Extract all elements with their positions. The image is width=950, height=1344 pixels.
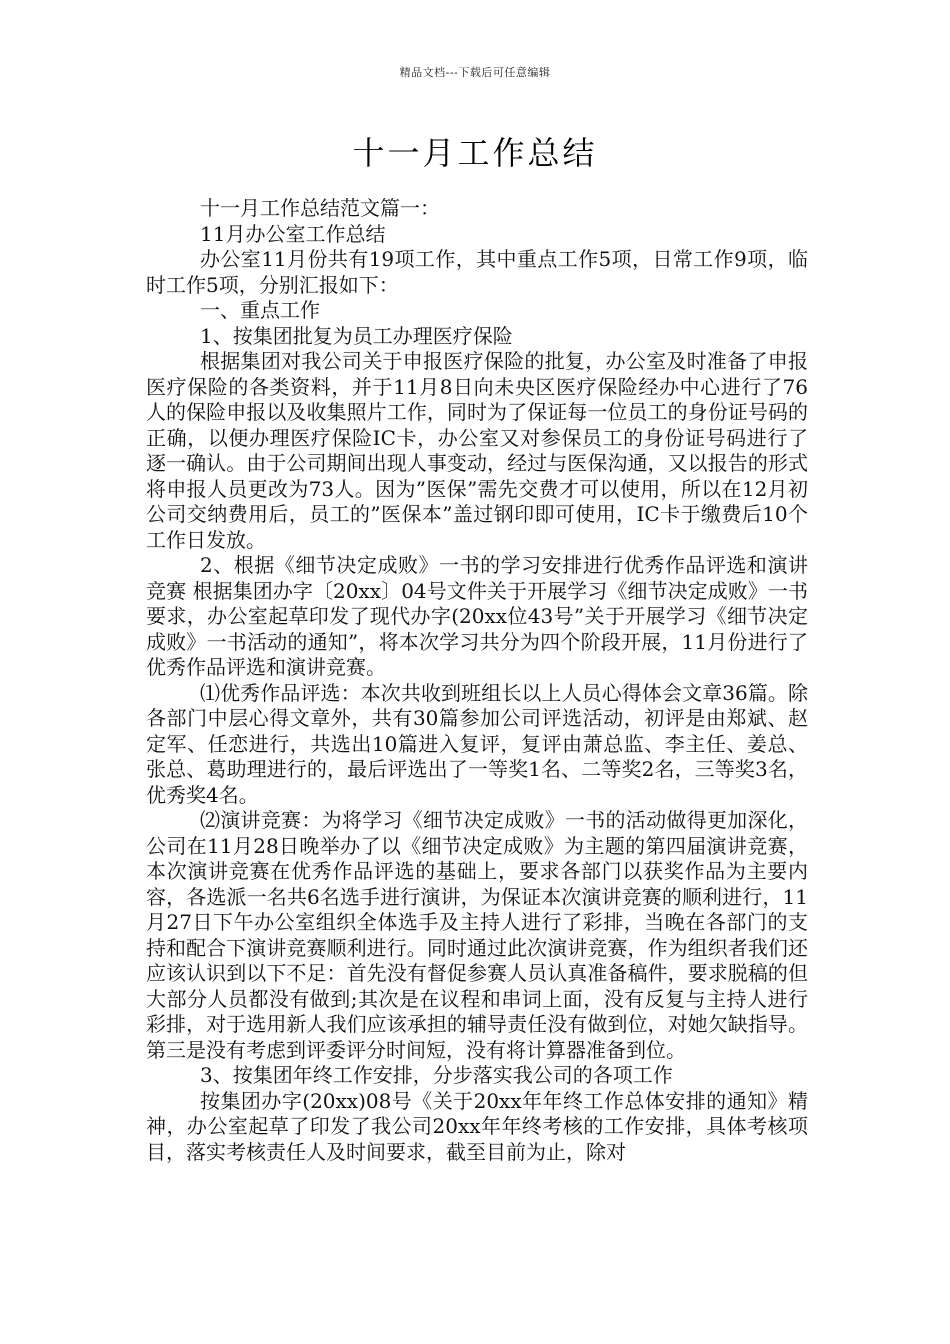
- paragraph-subtitle: 11月办公室工作总结: [200, 221, 386, 246]
- paragraph-item-3-body: 按集团办字(20xx)08号《关于20xx年年终工作总体安排的通知》精神，办公室起草了印发了我公司20xx年年终考核的工作安排，具体考核项目，落实考核责任人及时间要求，截至目前为止，除对: [146, 1088, 808, 1164]
- paragraph-item-1-body: 根据集团对我公司关于申报医疗保险的批复，办公室及时准备了申报医疗保险的各类资料，并于11月8日向未央区医疗保险经办中心进行了76人的保险申报以及收集照片工作，同时为了保证每一位员工的身份证号码的正确，以便办理医疗保险IC卡，办公室又对参保员工的身份证号码进行了逐一确认。由于公司期间出现人事变动，经过与医保沟通，又以报告的形式将申报人员更改为73人。因为”医保”需先交费才可以使用，所以在12月初公司交纳费用后，员工的”医保本”盖过钢印即可使用，IC卡于缴费后10个工作日发放。: [146, 349, 808, 552]
- document-body: [146, 196, 808, 1165]
- paragraph-overview: 办公室11月份共有19项工作，其中重点工作5项，日常工作9项，临时工作5项，分别汇报如下：: [146, 247, 808, 297]
- header-note: 精品文档---下载后可任意编辑: [399, 66, 551, 79]
- paragraph-heading-sample: 十一月工作总结范文篇一：: [200, 196, 440, 220]
- paragraph-section-heading: 一、重点工作: [200, 298, 320, 322]
- paragraph-item-2-sub-1: ⑴优秀作品评选：本次共收到班组长以上人员心得体会文章36篇。除各部门中层心得文章外，共有30篇参加公司评选活动，初评是由郑斌、赵定军、任恋进行，共选出10篇进入复评，复评由萧总监、李主任、姜总、张总、葛助理进行的，最后评选出了一等奖1名、二等奖2名，三等奖3名，优秀奖4名。: [146, 680, 808, 807]
- paragraph-item-2-sub-2: ⑵演讲竞赛：为将学习《细节决定成败》一书的活动做得更加深化，公司在11月28日晚举办了以《细节决定成败》为主题的第四届演讲竞赛，本次演讲竞赛在优秀作品评选的基础上，要求各部门以获奖作品为主要内容，各选派一名共6名选手进行演讲，为保证本次演讲竞赛的顺利进行，11月27日下午办公室组织全体选手及主持人进行了彩排，当晚在各部门的支持和配合下演讲竞赛顺利进行。同时通过此次演讲竞赛，作为组织者我们还应该认识到以下不足：首先没有督促参赛人员认真准备稿件，要求脱稿的但大部分人员都没有做到;其次是在议程和串词上面，没有反复与主持人进行彩排，对于选用新人我们应该承担的辅导责任没有做到位，对她欠缺指导。第三是没有考虑到评委评分时间短，没有将计算器准备到位。: [146, 808, 808, 1062]
- paragraph-item-2: 2、根据《细节决定成败》一书的学习安排进行优秀作品评选和演讲竞赛 根据集团办字〔20xx〕04号文件关于开展学习《细节决定成败》一书要求，办公室起草印发了现代办字(20xx位43号”关于开展学习《细节决定成败》一书活动的通知”，将本次学习共分为四个阶段开展，11月份进行了优秀作品评选和演讲竞赛。: [146, 553, 808, 679]
- paragraph-item-1-heading: 1、按集团批复为员工办理医疗保险: [200, 323, 513, 348]
- document-title: 十一月工作总结: [352, 134, 598, 172]
- paragraph-item-3-heading: 3、按集团年终工作安排，分步落实我公司的各项工作: [200, 1063, 673, 1087]
